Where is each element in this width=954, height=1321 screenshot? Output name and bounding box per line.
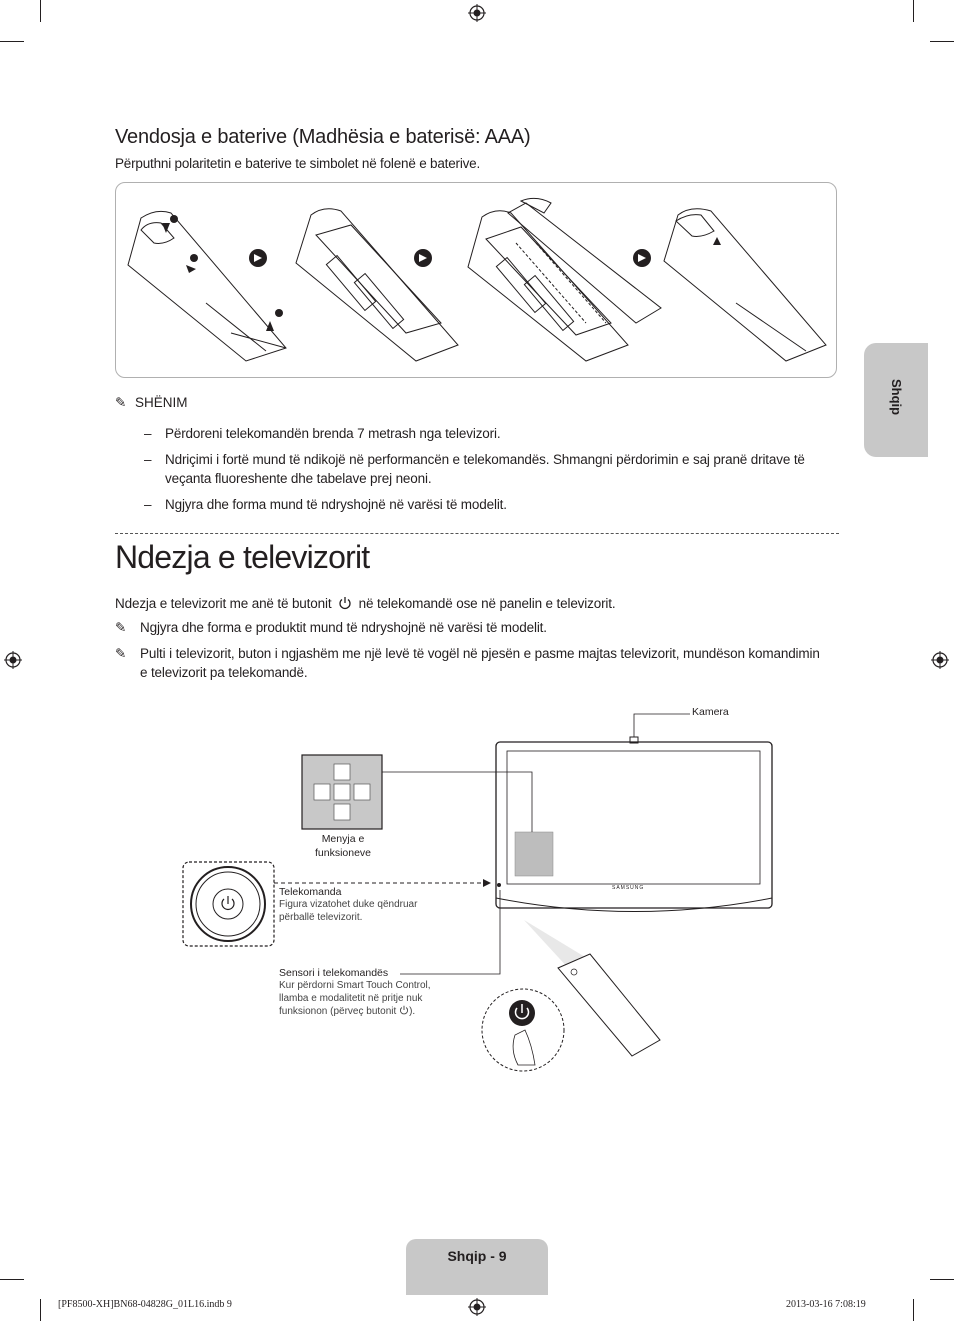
language-side-tab (864, 343, 928, 457)
crop-mark (930, 41, 954, 42)
dash-bullet: – (144, 452, 152, 467)
remote-label-block (279, 886, 479, 924)
side-tab-label: Shqip (889, 379, 904, 416)
crop-mark (930, 1279, 954, 1280)
crop-mark (40, 0, 41, 22)
tv-on-section-title: Ndezja e televizorit (115, 539, 370, 575)
tv-frame (496, 742, 772, 908)
camera-label: Kamera (692, 706, 729, 718)
sensor-desc-before: Kur përdorni Smart Touch Control, llamba e modalitetit në pritje nuk funksionon (përveç butonit (279, 980, 431, 1017)
battery-figure (115, 182, 837, 378)
tv-on-intro-after: në telekomandë ose në panelin e televizorit. (358, 596, 616, 611)
remote-description: Figura vizatohet duke qëndruar përballë televizorit. (279, 899, 418, 923)
tv-brand-logo: SAMSUNG (612, 885, 645, 891)
crop-mark (913, 1299, 914, 1321)
registration-mark-icon (468, 1298, 486, 1316)
crop-mark (913, 0, 914, 22)
crop-mark (0, 1279, 24, 1280)
registration-mark-icon (4, 651, 22, 669)
footer-file-info: [PF8500-XH]BN68-04828G_01L16.indb 9 (58, 1299, 232, 1310)
tv-on-intro (115, 594, 615, 613)
registration-mark-icon (931, 651, 949, 669)
power-icon (338, 596, 352, 610)
note-item-text: Ngjyra dhe forma mund të ndryshojnë në varësi të modelit. (165, 497, 507, 512)
sensor-label: Sensori i telekomandës (279, 967, 389, 979)
sensor-label-block (279, 967, 459, 1018)
tv-control-diagram (170, 700, 790, 1080)
note-heading (115, 395, 188, 411)
footer-timestamp: 2013-03-16 7:08:19 (786, 1299, 866, 1310)
function-menu-label: Menyja e funksioneve (314, 833, 372, 859)
sensor-desc-after: ). (409, 1006, 416, 1017)
note-item (115, 450, 837, 490)
remote-label: Telekomanda (279, 886, 342, 898)
note-item-text: Ndriçimi i fortë mund të ndikojë në performancën e telekomandës. Shmangni përdorimin e saj pranë dritave të veçanta fluoreshente dhe tabelave prej neoni. (165, 452, 805, 486)
crop-mark (0, 41, 24, 42)
dash-bullet: – (144, 426, 152, 441)
section-divider (115, 533, 839, 534)
page-number-tab (406, 1239, 548, 1295)
tv-bottom-curve (496, 898, 772, 912)
page-number: Shqip - 9 (447, 1248, 507, 1264)
pencil-icon: ✎ (115, 620, 127, 635)
power-icon (399, 1005, 409, 1015)
tv-on-note-text: Pulti i televizorit, buton i ngjashëm me një levë të vogël në pjesën e pasme majtas televizorit, mundëson komandimin e televizorit pa telekomandë. (140, 646, 820, 680)
pencil-icon: ✎ (115, 395, 127, 410)
note-item-text: Përdoreni telekomandën brenda 7 metrash nga televizori. (165, 426, 501, 441)
menu-location (515, 832, 553, 876)
battery-section-subtitle: Përputhni polaritetin e baterive te simbolet në folenë e baterive. (115, 156, 481, 171)
tv-on-note-text: Ngjyra dhe forma e produktit mund të ndryshojnë në varësi të modelit. (140, 620, 547, 635)
crop-mark (40, 1299, 41, 1321)
note-label: SHËNIM (135, 395, 188, 410)
pencil-icon: ✎ (115, 646, 127, 661)
battery-section-title: Vendosja e baterive (Madhësia e baterisë: AAA) (115, 126, 531, 148)
battery-steps-illustration (116, 183, 836, 377)
registration-mark-icon (468, 4, 486, 22)
tv-on-intro-before: Ndezja e televizorit me anë të butonit (115, 596, 332, 611)
dash-bullet: – (144, 497, 152, 512)
sensor-description (279, 979, 459, 1018)
